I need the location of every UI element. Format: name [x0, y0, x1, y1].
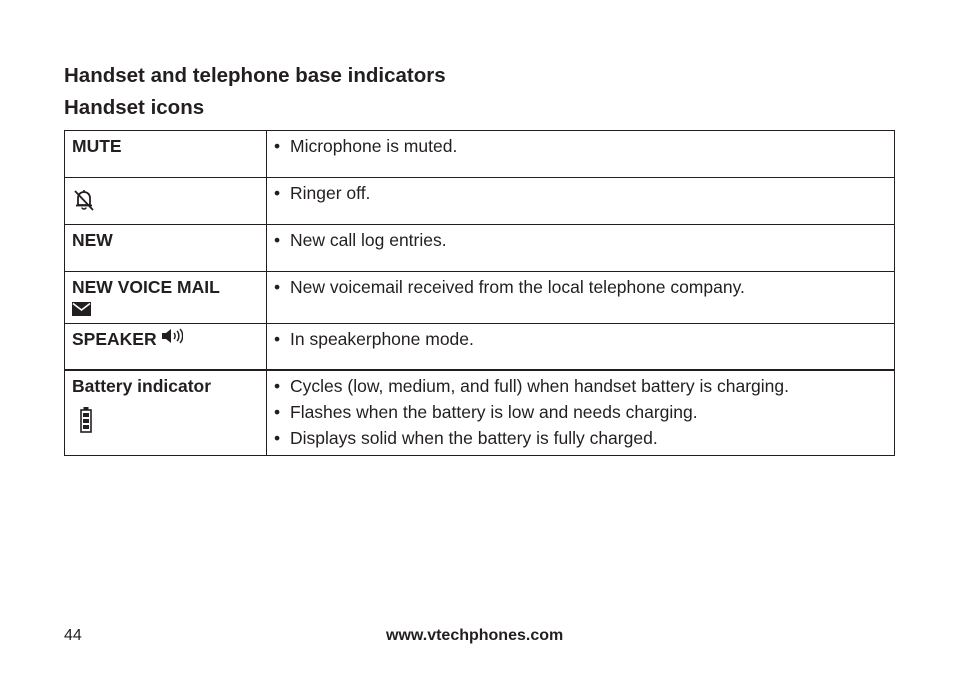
subsection-heading: Handset icons [64, 96, 205, 119]
bullet-item: • Flashes when the battery is low and needs charging. [274, 399, 886, 425]
row-label: NEW VOICE MAIL [72, 277, 220, 297]
row-label: SPEAKER [72, 329, 157, 349]
row-label: Battery indicator [72, 376, 212, 396]
table-row [65, 225, 895, 272]
icon-label-cell [65, 324, 267, 371]
row-label: MUTE [72, 136, 122, 156]
bullet-item: • Ringer off. [274, 180, 886, 206]
icon-label-cell [65, 131, 267, 178]
footer-url: www.vtechphones.com [386, 627, 564, 644]
section-heading: Handset and telephone base indicators [64, 64, 446, 87]
table-row [65, 131, 895, 178]
icon-label-cell [65, 225, 267, 272]
handset-icons-table [64, 130, 895, 456]
icon-label-cell [65, 370, 267, 456]
envelope-icon [72, 299, 91, 321]
page-number: 44 [64, 627, 82, 644]
bullet-item: • New call log entries. [274, 227, 886, 253]
bullet-item: • In speakerphone mode. [274, 326, 886, 352]
table-row [65, 272, 895, 324]
description-cell [267, 324, 895, 371]
row-label: NEW [72, 230, 113, 250]
description-cell [267, 131, 895, 178]
bullet-item: • Displays solid when the battery is fully charged. [274, 425, 886, 451]
description-cell [267, 225, 895, 272]
description-cell [267, 370, 895, 456]
bullet-item: • Cycles (low, medium, and full) when handset battery is charging. [274, 373, 886, 399]
icon-label-cell [65, 272, 267, 324]
table-row [65, 324, 895, 371]
battery-icon [80, 407, 92, 438]
description-cell [267, 178, 895, 225]
icon-label-cell [65, 178, 267, 225]
bullet-item: • New voicemail received from the local telephone company. [274, 274, 886, 300]
ringer-off-icon [72, 188, 96, 217]
description-cell [267, 272, 895, 324]
bullet-item: • Microphone is muted. [274, 133, 886, 159]
table-row [65, 178, 895, 225]
table-row [65, 370, 895, 456]
speaker-icon [161, 327, 183, 350]
